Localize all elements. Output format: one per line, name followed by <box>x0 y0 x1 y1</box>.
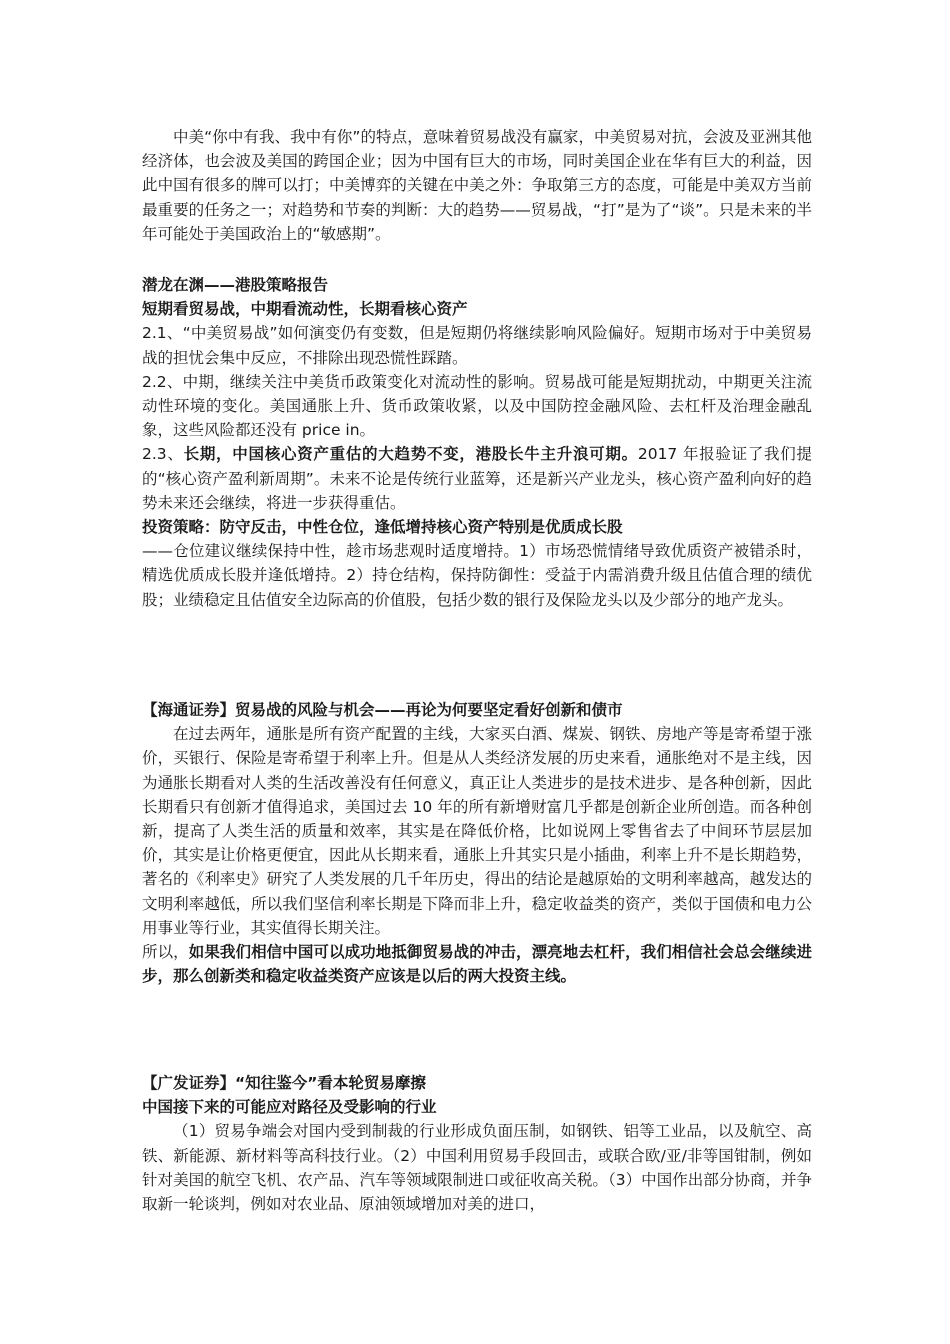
point-2-3-bold: 长期，中国核心资产重估的大趋势不变，港股长牛主升浪可期。 <box>183 445 638 464</box>
haitong-paragraph: 在过去两年，通胀是所有资产配置的主线，大家买白酒、煤炭、钢铁、房地产等是寄希望于涨价，买银行、保险是寄希望于利率上升。但是从人类经济发展的历史来看，通胀绝对不是主线，因为通胀长期看对人类的生活改善没有任何意义，真正让人类进步的是技术进步、是各种创新，因此长期看只有创新才值得追求，美国过去 10 年的所有新增财富几乎都是创新企业所创造。而各种创新，提高了人类生活的质量和效率，其实是在降低价格，比如说网上零售省去了中间环节层层加价，其实是让价格更便宜，因此从长期来看，通胀上升其实只是小插曲，利率上升不是长期趋势，著名的《利率史》研究了人类发展的几千年历史，得出的结论是越原始的文明利率越高，越发达的文明利率越低，所以我们坚信利率长期是下降而非上升，稳定收益类的资产，类似于国债和电力公用事业等行业，其实值得长期关注。 <box>142 725 812 937</box>
strategy-body: ——仓位建议继续保持中性，趁市场悲观时适度增持。1）市场恐慌情绪导致优质资产被错杀时，精选优质成长股并逢低增持。2）持仓结构，保持防御性：受益于内需消费升级且估值合理的绩优股；业绩稳定且估值安全边际高的价值股，包括少数的银行及保险龙头以及少部分的地产龙头。 <box>142 542 812 609</box>
haitong-title: 【海通证券】贸易战的风险与机会——再论为何要坚定看好创新和债市 <box>142 701 623 719</box>
point-2-3-prefix: 2.3、 <box>142 445 184 464</box>
haitong-conclusion-prefix: 所以， <box>142 943 189 962</box>
haitong-section <box>142 698 812 988</box>
gf-title: 【广发证券】“知往鉴今”看本轮贸易摩擦 <box>142 1074 426 1092</box>
strategy-title: 投资策略：防守反击，中性仓位，逢低增持核心资产特别是优质成长股 <box>142 518 623 537</box>
point-2-1: 2.1、“中美贸易战”如何演变仍有变数，但是短期仍将继续影响风险偏好。短期市场对于中美贸易战的担忧会集中反应，不排除出现恐慌性踩踏。 <box>142 324 812 367</box>
hk-strategy-section <box>142 273 812 612</box>
point-2-3 <box>142 442 812 515</box>
point-2-3-rest: 2017 年报验证了我们提的“核心资产盈利新周期”。未来不论是传统行业蓝筹，还是新兴产业龙头，核心资产盈利向好的趋势未来还会继续，将进一步获得重估。 <box>142 445 812 512</box>
haitong-conclusion <box>142 940 812 988</box>
point-2-2: 2.2、中期，继续关注中美货币政策变化对流动性的影响。贸易战可能是短期扰动，中期更关注流动性环境的变化。美国通胀上升、货币政策收紧，以及中国防控金融风险、去杠杆及治理金融乱象，这些风险都还没有 price in。 <box>142 372 812 440</box>
gf-section <box>142 1071 812 1216</box>
gf-subtitle: 中国接下来的可能应对路径及受影响的行业 <box>142 1098 437 1117</box>
intro-paragraph: 中美“你中有我、我中有你”的特点，意味着贸易战没有赢家，中美贸易对抗，会波及亚洲其他经济体，也会波及美国的跨国企业；因为中国有巨大的市场，同时美国企业在华有巨大的利益，因此中国有很多的牌可以打；中美博弈的关键在中美之外：争取第三方的态度，可能是中美双方当前最重要的任务之一；对趋势和节奏的判断：大的趋势——贸易战，“打”是为了“谈”。只是未来的半年可能处于美国政治上的“敏感期”。 <box>142 128 812 243</box>
intro-section <box>142 125 812 246</box>
hk-strategy-subtitle: 短期看贸易战，中期看流动性，长期看核心资产 <box>142 300 468 319</box>
hk-strategy-title: 潜龙在渊——港股策略报告 <box>142 276 329 294</box>
haitong-conclusion-bold: 如果我们相信中国可以成功地抵御贸易战的冲击，漂亮地去杠杆，我们相信社会总会继续进步，那么创新类和稳定收益类资产应该是以后的两大投资主线。 <box>142 943 812 986</box>
gf-paragraph: （1）贸易争端会对国内受到制裁的行业形成负面压制，如钢铁、铝等工业品，以及航空、高铁、新能源、新材料等高科技行业。（2）中国利用贸易手段回击，或联合欧/亚/非等国钳制，例如针对美国的航空飞机、农产品、汽车等领域限制进口或征收高关税。（3）中国作出部分协商，并争取新一轮谈判，例如对农业品、原油领域增加对美的进口， <box>142 1122 812 1214</box>
